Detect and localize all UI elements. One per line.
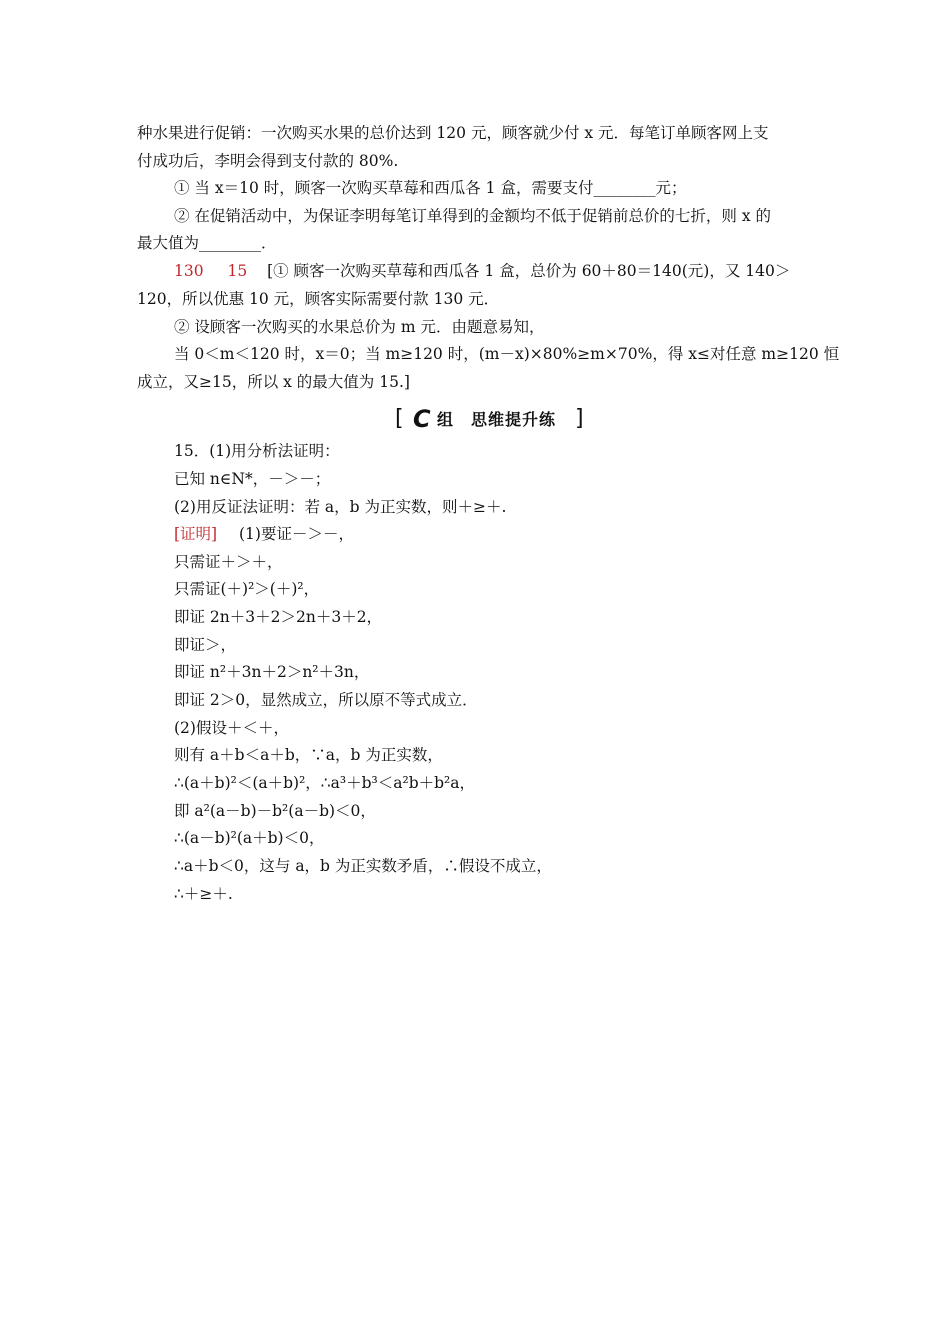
- proof15-line1: [174, 524, 354, 544]
- problem14-question2-line1: ② 在促销活动中，为保证李明每笔订单得到的金额均不低于促销前总价的七折，则 x 的: [174, 207, 772, 225]
- problem15-line2: 已知 n∈N*，－＞－；: [174, 470, 331, 488]
- proof15-p1: (1)要证－＞－，: [238, 525, 354, 543]
- right-bracket-icon: ]: [575, 406, 584, 431]
- problem14-text-line1: 种水果进行促销：一次购买水果的总价达到 120 元，顾客就少付 x 元．每笔订单顾客网上支: [137, 124, 769, 142]
- answer-15: 15: [227, 262, 248, 280]
- proof15-p10: ∴(a＋b)²＜(a＋b)²，∴a³＋b³＜a²b＋b²a，: [174, 774, 476, 792]
- problem15-line1: 15．(1)用分析法证明：: [174, 442, 340, 460]
- section-header-group-c: [395, 404, 590, 434]
- proof15-p4: 即证 2n＋3＋2＞2n＋3＋2，: [174, 608, 383, 626]
- proof15-p3: 只需证(＋)²＞(＋)²，: [174, 580, 320, 598]
- solution14-line1: [174, 261, 790, 281]
- proof15-p9: 则有 a＋b＜a＋b，∵a，b 为正实数，: [174, 746, 443, 764]
- proof15-p6: 即证 n²＋3n＋2＞n²＋3n，: [174, 663, 370, 681]
- group-title: 组 思维提升练: [437, 410, 557, 429]
- solution14-line4: 当 0＜m＜120 时，x＝0；当 m≥120 时，(m－x)×80%≥m×70%，得 x≤对任意 m≥120 恒: [174, 345, 840, 363]
- problem14-question2-line2: 最大值为________．: [137, 234, 277, 252]
- left-bracket-icon: [: [395, 406, 404, 431]
- problem15-line3: (2)用反证法证明：若 a，b 为正实数，则＋≥＋.: [174, 498, 507, 516]
- proof15-p12: ∴(a－b)²(a＋b)＜0，: [174, 829, 325, 847]
- proof-tag: [证明]: [174, 525, 218, 543]
- proof15-p14: ∴＋≥＋.: [174, 885, 233, 903]
- proof15-p7: 即证 2＞0，显然成立，所以原不等式成立．: [174, 691, 478, 709]
- solution14-line1-text: [① 顾客一次购买草莓和西瓜各 1 盒，总价为 60＋80＝140(元)，又 140＞: [267, 262, 791, 280]
- proof15-p5: 即证＞，: [174, 636, 237, 654]
- group-letter: C: [413, 405, 431, 433]
- proof15-p13: ∴a＋b＜0，这与 a，b 为正实数矛盾，∴假设不成立，: [174, 857, 552, 875]
- proof15-p8: (2)假设＋＜＋，: [174, 719, 289, 737]
- proof15-p11: 即 a²(a－b)－b²(a－b)＜0，: [174, 802, 376, 820]
- solution14-line5: 成立，又≥15，所以 x 的最大值为 15.]: [137, 373, 410, 391]
- answer-130: 130: [174, 262, 204, 280]
- problem14-text-line2: 付成功后，李明会得到支付款的 80%.: [137, 152, 399, 170]
- proof15-p2: 只需证＋＞＋，: [174, 553, 283, 571]
- problem14-question1: ① 当 x＝10 时，顾客一次购买草莓和西瓜各 1 盒，需要支付________元；: [174, 179, 687, 197]
- solution14-line2: 120，所以优惠 10 元，顾客实际需要付款 130 元．: [137, 290, 500, 308]
- solution14-line3: ② 设顾客一次购买的水果总价为 m 元．由题意易知，: [174, 318, 545, 336]
